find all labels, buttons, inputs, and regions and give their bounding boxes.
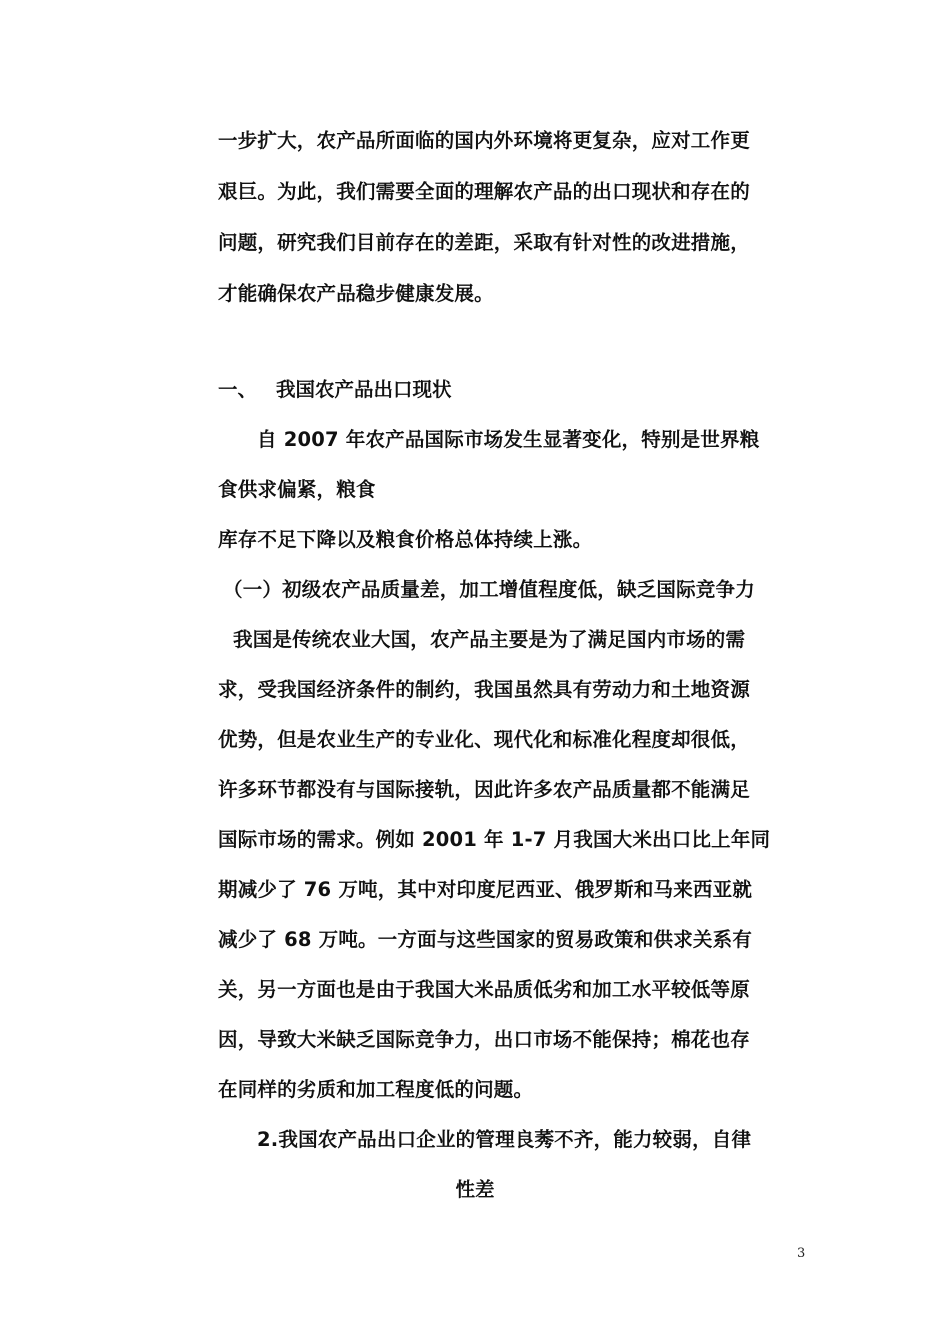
body-line: 求，受我国经济条件的制约，我国虽然具有劳动力和土地资源 [218, 678, 750, 701]
body-line: 减少了 68 万吨。一方面与这些国家的贸易政策和供求关系有 [218, 928, 753, 951]
body-line: 期减少了 76 万吨，其中对印度尼西亚、俄罗斯和马来西亚就 [218, 878, 753, 901]
subsection-heading-continuation: 性差 [455, 1178, 495, 1201]
body-line: 许多环节都没有与国际接轨，因此许多农产品质量都不能满足 [218, 778, 750, 801]
section-paragraph-line: 库存不足下降以及粮食价格总体持续上涨。 [218, 528, 593, 551]
section-title: 我国农产品出口现状 [276, 378, 452, 401]
intro-line: 才能确保农产品稳步健康发展。 [218, 282, 494, 305]
body-line: 在同样的劣质和加工程度低的问题。 [218, 1078, 534, 1101]
body-line: 优势，但是农业生产的专业化、现代化和标准化程度却很低， [218, 728, 750, 751]
section-paragraph-line: 食供求偏紧，粮食 [218, 478, 376, 501]
body-line: 关，另一方面也是由于我国大米品质低劣和加工水平较低等原 [218, 978, 750, 1001]
subsection-heading: （一）初级农产品质量差，加工增值程度低，缺乏国际竞争力 [223, 578, 755, 601]
section-number: 一、 [218, 378, 258, 401]
section-paragraph-line: 自 2007 年农产品国际市场发生显著变化，特别是世界粮 [257, 428, 760, 451]
intro-line: 艰巨。为此，我们需要全面的理解农产品的出口现状和存在的 [218, 180, 750, 203]
subsection-heading: 2.我国农产品出口企业的管理良莠不齐，能力较弱，自律 [257, 1128, 752, 1151]
body-line: 因，导致大米缺乏国际竞争力，出口市场不能保持；棉花也存 [218, 1028, 750, 1051]
body-line: 我国是传统农业大国，农产品主要是为了满足国内市场的需 [233, 628, 746, 651]
intro-line: 一步扩大，农产品所面临的国内外环境将更复杂，应对工作更 [218, 129, 750, 152]
intro-line: 问题，研究我们目前存在的差距，采取有针对性的改进措施， [218, 231, 750, 254]
page-number: 3 [797, 1246, 806, 1261]
body-line: 国际市场的需求。例如 2001 年 1-7 月我国大米出口比上年同 [218, 828, 771, 851]
